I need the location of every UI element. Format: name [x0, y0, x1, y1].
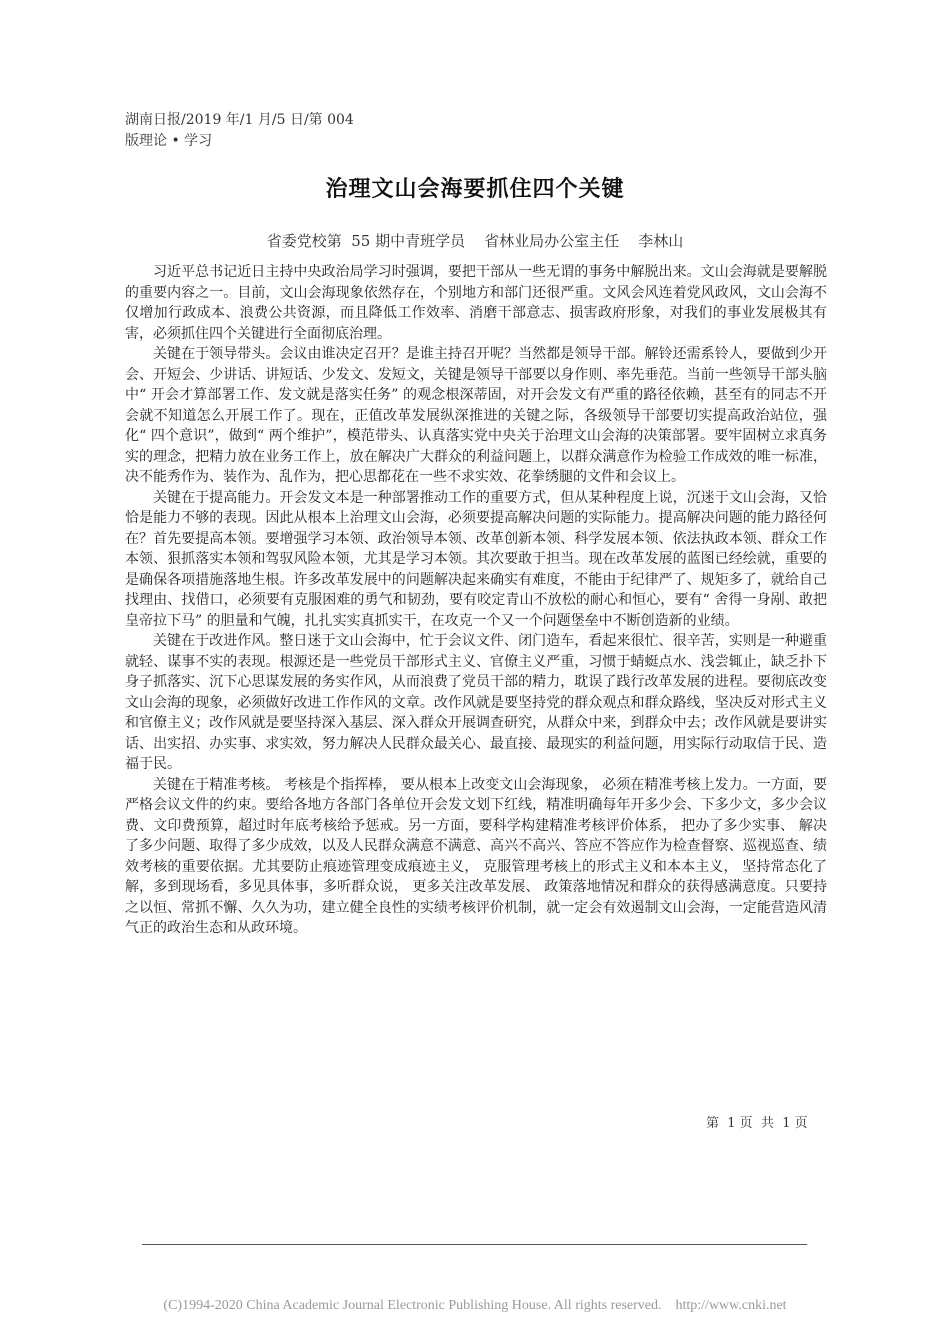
source-line: 湖南日报/2019 年/1 月/5 日/第 004 [125, 112, 354, 128]
page-number: 第 1 页 共 1 页 [706, 1116, 808, 1131]
paragraph-ability: 关键在于提高能力。开会发文本是一种部署推动工作的重要方式，但从某种程度上说，沉迷于文山会海，又恰恰是能力不够的表现。因此从根本上治理文山会海，必须要提高解决问题的实际能力。提高解决问题的能力路径何在？首先要提高本领。要增强学习本领、政治领导本领、改革创新本领、科学发展本领、依法执政本领、群众工作本领、狠抓落实本领和驾驭风险本领，尤其是学习本领。其次要敢于担当。现在改革发展的蓝图已经绘就，重要的是确保各项措施落地生根。许多改革发展中的问题解决起来确实有难度，不能由于纪律严了、规矩多了，就给自己找理由、找借口，必须要有克服困难的勇气和韧劲，要有咬定青山不放松的耐心和恒心，要有“ 舍得一身剐、敢把皇帝拉下马” 的胆量和气魄，扎扎实实真抓实干，在攻克一个又一个问题堡垒中不断创造新的业绩。 [125, 489, 827, 629]
paragraph-style: 关键在于改进作风。整日迷于文山会海中，忙于会议文件、闭门造车，看起来很忙、很辛苦，实则是一种避重就轻、谋事不实的表现。根源还是一些党员干部形式主义、官僚主义严重，习惯于蜻蜓点水、浅尝辄止，缺乏扑下身子抓落实、沉下心思谋发展的务实作风，从而浪费了党员干部的精力，耽误了践行改革发展的进程。要彻底改变文山会海的现象，必须做好改进工作作风的文章。改作风就是要坚持党的群众观点和群众路线，坚决反对形式主义和官僚主义；改作风就是要坚持深入基层、深入群众开展调查研究，从群众中来，到群众中去；改作风就是要讲实话、出实招、办实事、求实效，努力解决人民群众最关心、最直接、最现实的利益问题，用实际行动取信于民、造福于民。 [125, 633, 827, 772]
article-title: 治理文山会海要抓住四个关键 [325, 177, 625, 202]
paragraph-assessment: 关键在于精准考核。 考核是个指挥棒， 要从根本上改变文山会海现象， 必须在精准考核上发力。一方面，要严格会议文件的约束。要给各地方各部门各单位开会发文划下红线，精准明确每年开多少会、下多少文，多少会议费、文印费预算，超过时年底考核给予惩戒。另一方面，要科学构建精准考核评价体系， 把办了多少实事、 解决了多少问题、取得了多少成效，以及人民群众满意不满意、高兴不高兴、答应不答应作为检查督察、巡视巡查、绩效考核的重要依据。尤其要防止痕迹管理变成痕迹主义， 克服管理考核上的形式主义和本本主义， 坚持常态化了解，多到现场看，多见具体事，多听群众说， 更多关注改革发展、 政策落地情况和群众的获得感满意度。只要持之以恒、常抓不懈、久久为功，建立健全良性的实绩考核评价机制，就一定会有效遏制文山会海，一定能营造风清气正的政治生态和从政环境。 [125, 776, 827, 936]
article-author: 省委党校第 55 期中青班学员 省林业局办公室主任 李林山 [266, 232, 684, 250]
source-info [125, 110, 354, 152]
copyright-footer: (C)1994-2020 China Academic Journal Electronic Publishing House. All rights reserved. http://www.cnki.net [163, 1298, 787, 1313]
section-line: 版理论 • 学习 [125, 133, 213, 149]
paragraph-intro: 习近平总书记近日主持中央政治局学习时强调，要把干部从一些无谓的事务中解脱出来。文山会海就是要解脱的重要内容之一。目前，文山会海现象依然存在，个别地方和部门还很严重。文风会风连着党风政风，文山会海不仅增加行政成本、浪费公共资源，而且降低工作效率、消磨干部意志、损害政府形象，对我们的事业发展极其有害，必须抓住四个关键进行全面彻底治理。 [125, 264, 827, 342]
footer-divider [142, 1244, 807, 1245]
paragraph-leadership: 关键在于领导带头。会议由谁决定召开？是谁主持召开呢？当然都是领导干部。解铃还需系铃人，要做到少开会、开短会、少讲话、讲短话、少发文、发短文，关键是领导干部要以身作则、率先垂范。当前一些领导干部头脑中“ 开会才算部署工作、发文就是落实任务” 的观念根深蒂固，对开会发文有严重的路径依赖，甚至有的同志不开会就不知道怎么开展工作了。现在，正值改革发展纵深推进的关键之际，各级领导干部要切实提高政治站位，强化“ 四个意识”，做到“ 两个维护”，模范带头、认真落实党中央关于治理文山会海的决策部署。要牢固树立求真务实的理念，把精力放在业务工作上，放在解决广大群众的利益问题上，以群众满意作为检验工作成效的唯一标准，决不能秀作为、装作为、乱作为，把心思都花在一些不求实效、花拳绣腿的文件和会议上。 [125, 346, 827, 485]
article-body [125, 262, 827, 939]
